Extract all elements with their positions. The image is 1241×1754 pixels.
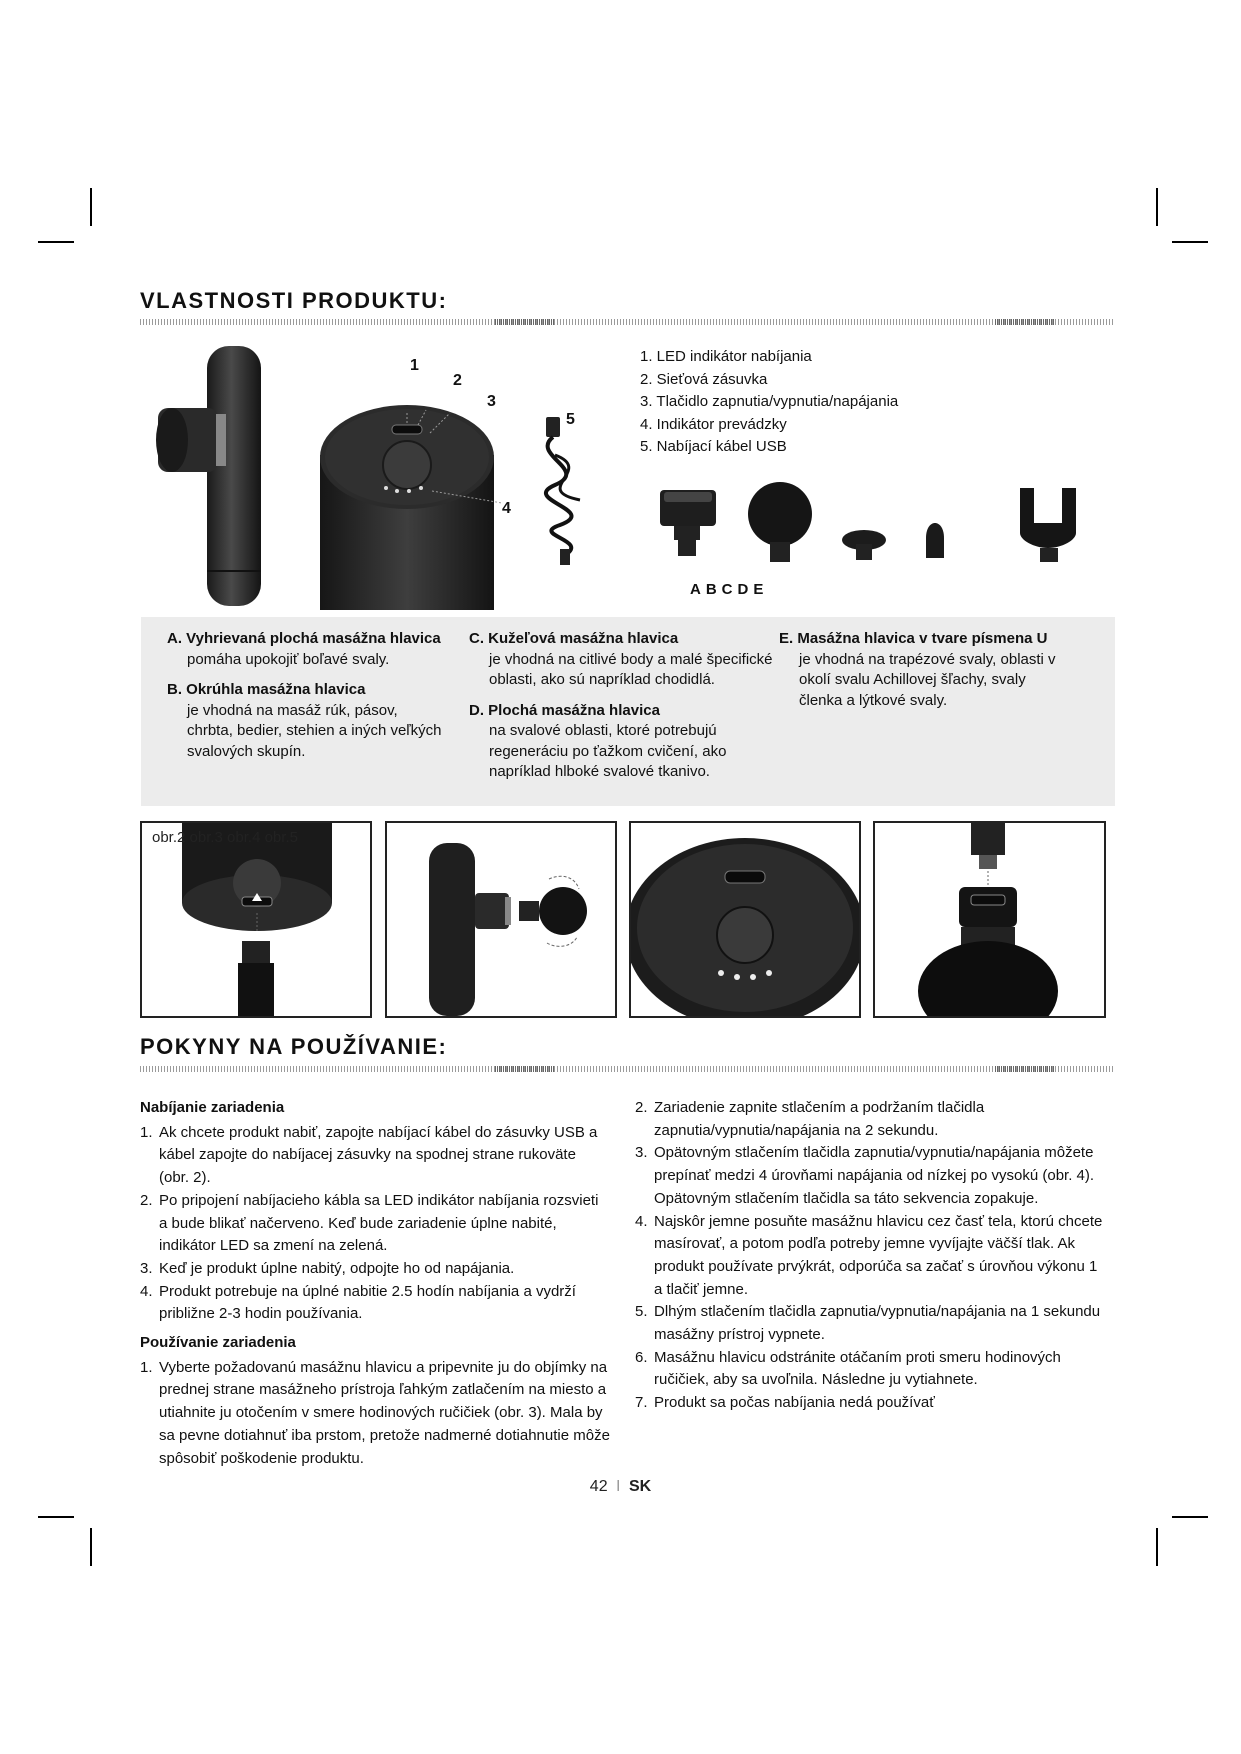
figure-labels: obr.2 obr.3 obr.4 obr.5 [152, 829, 298, 846]
head-description: je vhodná na trapézové svaly, oblasti v okolí svalu Achillovej šľachy, svaly členka a lýtkové svaly. [799, 650, 1056, 709]
massage-heads-illustration [650, 478, 1110, 578]
callout-4: 4 [502, 500, 511, 517]
step-number: 2. [140, 1191, 153, 1209]
head-title: C. Kužeľová masážna hlavica [469, 630, 679, 647]
step-text: Produkt potrebuje na úplné nabitie 2.5 hodín nabíjania a vydrží približne 2-3 hodin používania. [159, 1282, 576, 1323]
step-text: Keď je produkt úplne nabitý, odpojte ho od napájania. [159, 1259, 515, 1277]
step-text: Masážnu hlavicu odstránite otáčaním proti smeru hodinových ručičiek, aby sa uvoľnila. Následne ju vytiahnete. [654, 1348, 1061, 1389]
callout-2: 2 [453, 372, 462, 389]
page-number: 42 [589, 1478, 608, 1495]
heads-column-2 [469, 629, 774, 793]
step-number: 4. [140, 1282, 153, 1300]
step-number: 2. [635, 1099, 648, 1116]
head-item-e [779, 629, 1069, 711]
usb-cable-illustration [520, 415, 620, 565]
heads-column-1 [167, 629, 442, 772]
section-title-product-features: VLASTNOSTI PRODUKTU: [140, 288, 448, 313]
section-rule [140, 319, 1115, 325]
feature-item: 3. Tlačidlo zapnutia/vypnutia/napájania [640, 393, 899, 410]
step-number: 3. [635, 1144, 648, 1162]
footer-separator: I [616, 1478, 621, 1495]
instruction-step [635, 1211, 1105, 1302]
step-text: Ak chcete produkt nabiť, zapojte nabíjací kábel do zásuvky USB a kábel zapojte do nabíjacej zásuvky na spodnej strane rukoväte (obr. 2). [159, 1123, 598, 1187]
step-text: Zariadenie zapnite stlačením a podržaním tlačidla zapnutia/vypnutia/napájania na 2 sekundu. [654, 1099, 985, 1139]
language-code: SK [628, 1478, 652, 1495]
head-description: je vhodná na masáž rúk, pásov, chrbta, bedier, stehien a iných veľkých svalových skupín. [187, 701, 442, 760]
crop-mark [38, 241, 74, 243]
instructions-right-column [635, 1097, 1105, 1415]
instruction-step [140, 1281, 610, 1326]
instruction-step [140, 1122, 610, 1190]
crop-mark [1156, 1528, 1158, 1566]
crop-mark [38, 1516, 74, 1518]
step-text: Opätovným stlačením tlačidla zapnutia/vypnutia/napájania môžete prepínať medzi 4 úrovňami napájania od nízkej po vysokú (obr. 4). Opätovným stlačením tlačidla sa táto sekvencia zopakuje. [654, 1144, 1095, 1207]
step-text: Dlhým stlačením tlačidla zapnutia/vypnutia/napájania na 1 sekundu masážny prístroj vypnete. [654, 1303, 1101, 1344]
step-text: Po pripojení nabíjacieho kábla sa LED indikátor nabíjania rozsvieti a bude blikať načerveno. Keď bude zariadenie úplne nabité, indikátor LED sa zmení na zelená. [159, 1191, 599, 1255]
step-text: Produkt sa počas nabíjania nedá používať [654, 1394, 935, 1412]
step-number: 1. [140, 1123, 153, 1141]
instruction-step [635, 1347, 1105, 1392]
step-number: 1. [140, 1358, 153, 1376]
step-text: Najskôr jemne posuňte masážnu hlavicu cez časť tela, ktorú chcete masírovať, a potom podľa potreby jemne vyvíjajte väčší tlak. Ak produkt používate prvýkrát, odporúča sa začať s úrovňou výkonu 1 a tlačiť jemne. [654, 1212, 1103, 1298]
instruction-step [140, 1357, 610, 1471]
callout-1: 1 [410, 357, 419, 374]
instruction-step [140, 1258, 610, 1281]
step-text: Vyberte požadovanú masážnu hlavicu a pripevnite ju do objímky na prednej strane masážneho prístroja ľahkým zatlačením na miesto a utiahnite ju otočením v smere hodinových ručičiek (obr. 3). Mala by sa pevne dotiahnuť iba prstom, pretože nadmerné dotiahnutie môže spôsobiť poškodenie produktu. [159, 1358, 610, 1467]
head-description: je vhodná na citlivé body a malé špecifické oblasti, ako sú napríklad chodidlá. [489, 650, 773, 688]
callout-5: 5 [566, 411, 575, 428]
instruction-step [635, 1392, 1105, 1415]
head-title: B. Okrúhla masážna hlavica [167, 681, 366, 698]
feature-list [640, 346, 898, 459]
instruction-step [635, 1301, 1105, 1346]
feature-item: 4. Indikátor prevádzky [640, 415, 787, 433]
step-number: 3. [140, 1259, 153, 1277]
massage-gun-top-illustration [312, 405, 502, 610]
photo-plug-cable [873, 821, 1106, 1018]
crop-mark [1172, 1516, 1208, 1518]
section-rule [140, 1066, 1115, 1072]
crop-mark [90, 188, 92, 226]
feature-item: 1. LED indikátor nabíjania [640, 348, 812, 365]
page-footer [0, 1478, 1241, 1496]
head-item-d [469, 701, 774, 783]
massage-gun-side-illustration [150, 340, 290, 610]
head-title: A. Vyhrievaná plochá masážna hlavica [167, 630, 441, 647]
heads-letters: ABCDE [690, 581, 769, 598]
crop-mark [1172, 241, 1208, 243]
instructions-left-column [140, 1097, 610, 1470]
photo-charging-port [140, 821, 372, 1018]
photo-power-levels [629, 821, 861, 1018]
instruction-step [140, 1190, 610, 1258]
usage-heading: Používanie zariadenia [140, 1334, 296, 1352]
head-description: na svalové oblasti, ktoré potrebujú regeneráciu po ťažkom cvičení, ako napríklad hlboké svalové tkanivo. [489, 722, 727, 780]
crop-mark [1156, 188, 1158, 226]
feature-item: 2. Sieťová zásuvka [640, 370, 768, 388]
instruction-step [635, 1142, 1105, 1210]
instruction-step [635, 1097, 1105, 1142]
head-title: D. Plochá masážna hlavica [469, 701, 660, 719]
crop-mark [90, 1528, 92, 1566]
head-item-c [469, 629, 774, 691]
head-title: E. Masážna hlavica v tvare písmena U [779, 630, 1048, 647]
step-number: 7. [635, 1394, 648, 1412]
feature-item: 5. Nabíjací kábel USB [640, 438, 787, 455]
head-item-a [167, 629, 442, 670]
charging-heading: Nabíjanie zariadenia [140, 1099, 285, 1116]
heads-description-panel [141, 617, 1115, 806]
head-description: pomáha upokojiť boľavé svaly. [187, 650, 390, 668]
photo-attach-head [385, 821, 617, 1018]
step-number: 4. [635, 1212, 648, 1230]
callout-3: 3 [487, 393, 496, 410]
step-number: 6. [635, 1348, 648, 1366]
step-number: 5. [635, 1303, 648, 1321]
heads-column-3 [779, 629, 1069, 721]
section-title-instructions: POKYNY NA POUŽÍVANIE: [140, 1034, 448, 1059]
head-item-b [167, 680, 442, 762]
